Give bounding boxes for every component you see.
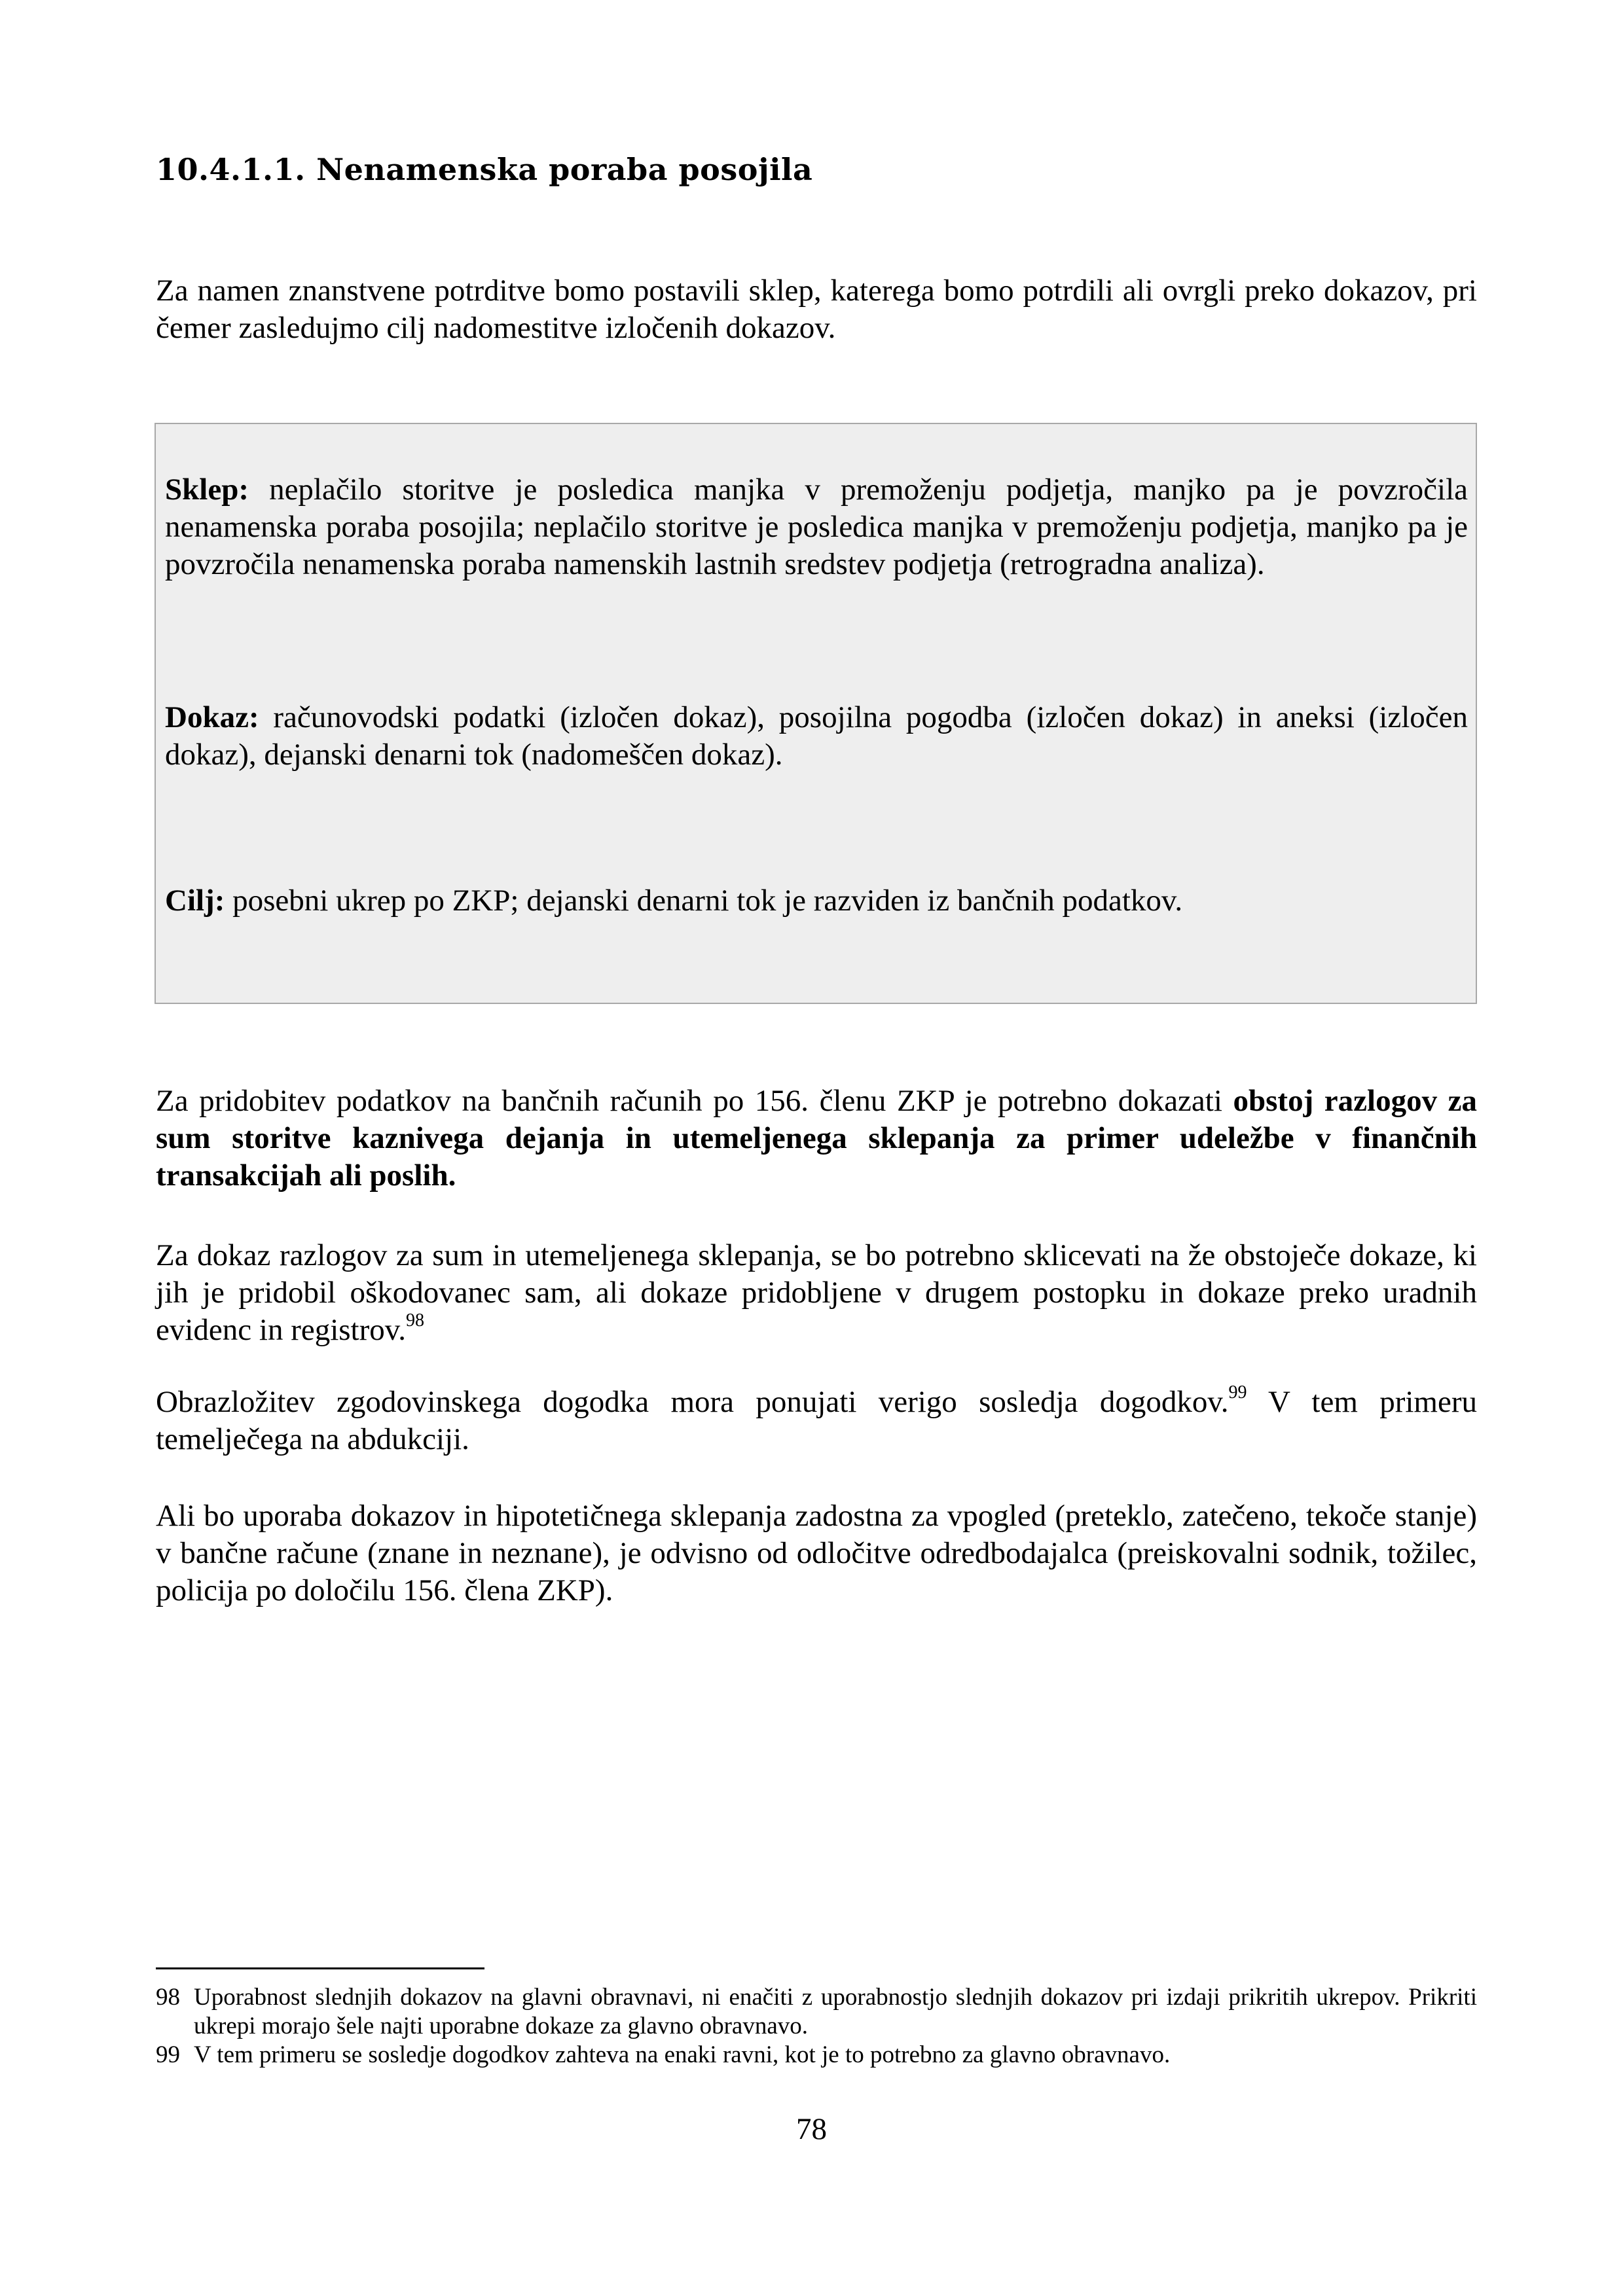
sklep-paragraph [165,471,1468,583]
cilj-label: Cilj: [165,884,225,918]
section-heading: 10.4.1.1. Nenamenska poraba posojila [156,152,813,187]
evidence-text: Za dokaz razlogov za sum in utemeljenega sklepanja, se bo potrebno sklicevati na že obstoječe dokaze, ki jih je pridobil oškodovanec sam, ali dokaze pridobljene v drugem postopku in dokaze preko uradnih evidenc in registrov. [156,1238,1477,1347]
dokaz-text: računovodski podatki (izločen dokaz), posojilna pogodba (izločen dokaz) in aneksi (izločen dokaz), dejanski denarni tok (nadomeščen dokaz). [165,700,1468,772]
sklep-label: Sklep: [165,473,249,507]
dokaz-label: Dokaz: [165,700,259,734]
bank-data-text: Za pridobitev podatkov na bančnih računih po 156. členu ZKP je potrebno dokazati [156,1084,1233,1118]
sklep-text: neplačilo storitve je posledica manjka v premoženju podjetja, manjko pa je povzročila nenamenska poraba posojila; neplačilo storitve je posledica manjka v premoženju podjetja, manjko pa je povzročila nenamenska poraba namenskih lastnih sredstev podjetja (retrogradna analiza). [165,473,1468,581]
footnote-ref-99[interactable]: 99 [1228,1382,1247,1403]
intro-paragraph: Za namen znanstvene potrditve bomo postavili sklep, katerega bomo potrdili ali ovrgli preko dokazov, pri čemer zasledujmo cilj nadomestitve izločenih dokazov. [156,274,1477,345]
reasoning-text-before: Obrazložitev zgodovinskega dogodka mora ponujati verigo sosledja dogodkov. [156,1385,1229,1419]
reasoning-paragraph [156,1384,1477,1458]
cilj-text: posebni ukrep po ZKP; dejanski denarni tok je razviden iz bančnih podatkov. [225,884,1183,918]
hypothesis-box [155,423,1477,1004]
evidence-paragraph [156,1237,1477,1349]
bank-data-emphasis: obstoj razlogov za sum storitve kaznivega dejanja in utemeljenega sklepanja za primer udeležbe v finančnih transakcijah ali poslih. [156,1084,1478,1193]
dokaz-paragraph [165,699,1468,774]
footnote-text: V tem primeru se sosledje dogodkov zahteva na enaki ravni, kot je to potrebno za glavno obravnavo. [194,2041,1171,2068]
cilj-paragraph [165,882,1468,920]
footnote-99 [156,2041,1477,2070]
footnote-ref-98[interactable]: 98 [405,1310,424,1331]
footnote-text: Uporabnost slednjih dokazov na glavni obravnavi, ni enačiti z uporabnostjo slednjih dokazov pri izdaji prikritih ukrepov. Prikriti ukrepi morajo šele najti uporabne dokaze za glavno obravnavo. [194,1984,1477,2039]
footnote-separator [156,1967,484,1969]
page-number: 78 [796,2112,827,2146]
footnote-98 [156,1983,1477,2041]
footnote-number: 98 [156,1984,180,2011]
footnote-number: 99 [156,2041,180,2068]
decision-paragraph: Ali bo uporaba dokazov in hipotetičnega sklepanja zadostna za vpogled (preteklo, zatečeno, tekoče stanje) v bančne račune (znane in neznane), je odvisno od odločitve odredbodajalca (preiskovalni sodnik, tožilec, policija po določilu 156. člena ZKP). [156,1499,1477,1607]
bank-data-paragraph [156,1083,1477,1194]
reasoning-text-after: V tem primeru temelječega na abdukciji. [156,1385,1477,1456]
